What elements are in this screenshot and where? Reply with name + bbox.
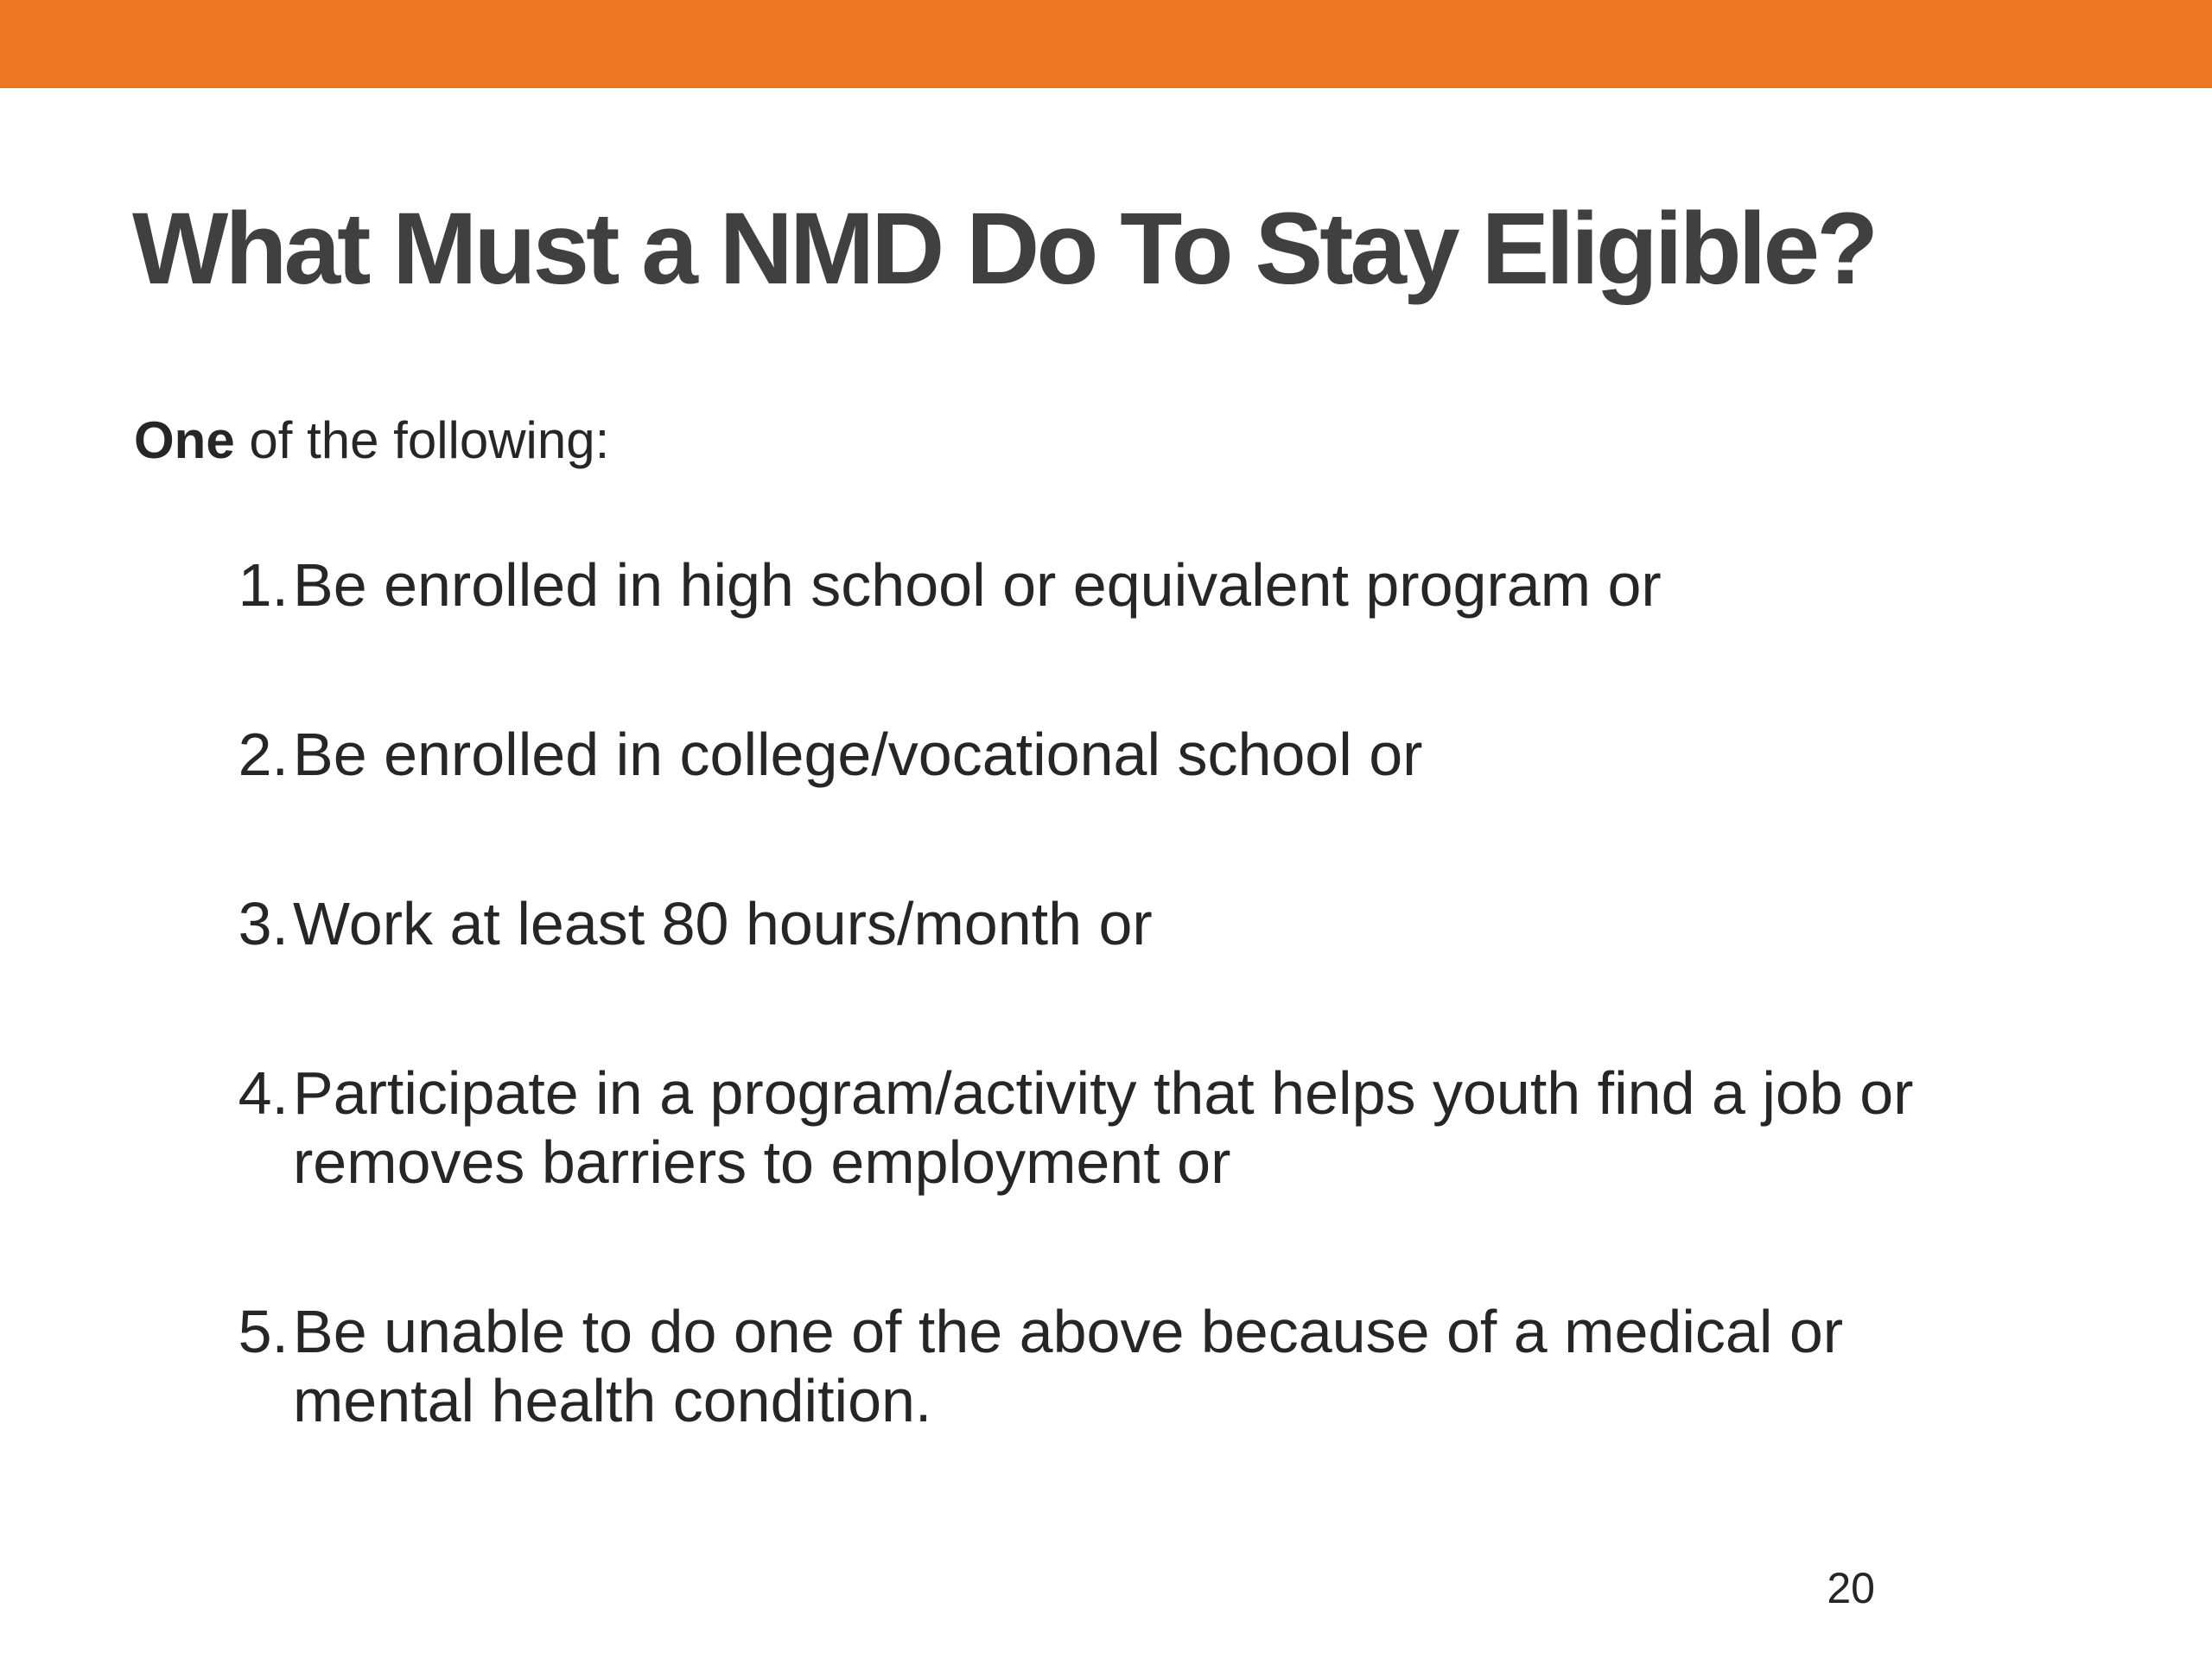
list-item-number: 1. <box>238 551 289 619</box>
intro-line <box>134 406 609 475</box>
list-item-number: 5. <box>238 1298 289 1365</box>
list-item <box>226 889 1998 958</box>
list-item-number: 4. <box>238 1059 289 1127</box>
top-accent-bar <box>0 0 2212 88</box>
list-item-text: Be unable to do one of the above because of a medical or mental health condition. <box>293 1298 1844 1434</box>
list-item-text: Be enrolled in high school or equivalent program or <box>293 551 1662 619</box>
page-number: 20 <box>1827 1564 1875 1612</box>
list-item-number: 3. <box>238 890 289 957</box>
list-item-number: 2. <box>238 721 289 788</box>
list-item <box>226 1297 1998 1435</box>
list-item-text: Participate in a program/activity that helps youth find a job or removes barriers to employment or <box>293 1059 1914 1196</box>
list-item <box>226 550 1998 620</box>
list-item <box>226 1058 1998 1197</box>
list-item-text: Be enrolled in college/vocational school or <box>293 721 1423 788</box>
list-item-text: Work at least 80 hours/month or <box>293 890 1153 957</box>
slide-title: What Must a NMD Do To Stay Eligible? <box>132 192 1876 306</box>
intro-text: of the following: <box>234 411 610 469</box>
intro-emphasis: One <box>134 411 235 469</box>
list-item <box>226 720 1998 789</box>
